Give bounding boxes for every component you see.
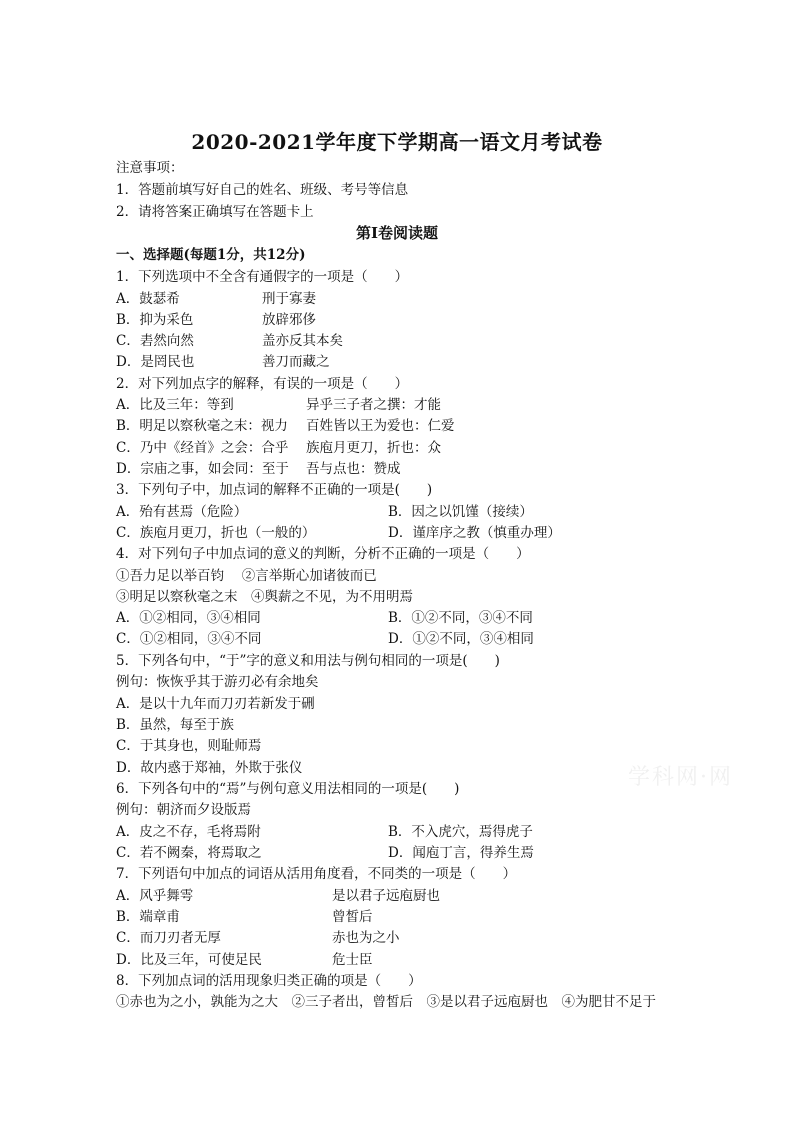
q6-stem: 6．下列各句中的“焉”与例句意义用法相同的一项是( ) [116, 781, 460, 797]
q5-option-b: B．虽然，每至于族 [116, 717, 234, 733]
exam-title: 2020-2021学年度下学期高一语文月考试卷 [191, 130, 603, 154]
q2-option-d: D．宗庙之事，如会同：至于 吾与点也：赞成 [116, 461, 401, 477]
q6-options-row2: C．若不阙秦，将焉取之 D．闻庖丁言，得养生焉 [116, 845, 534, 861]
q2-option-b: B．明足以察秋毫之末：视力 百姓皆以王为爱也：仁爱 [116, 418, 455, 434]
q2-option-a: A．比及三年：等到 异乎三子者之撰：才能 [116, 397, 441, 413]
notice-label: 注意事项： [116, 160, 184, 176]
part-heading: 一、选择题(每题1分，共12分) [116, 247, 306, 263]
notice-item-2: 2．请将答案正确填写在答题卡上 [116, 204, 314, 220]
q4-options-row2: C．①②相同，③④不同 D．①②不同，③④相同 [116, 631, 534, 647]
q5-stem: 5．下列各句中，“于”字的意义和用法与例句相同的一项是( ) [116, 653, 500, 669]
q1-stem: 1．下列选项中不全含有通假字的一项是（ ） [116, 269, 409, 285]
q3-options-row1: A．殆有甚焉（危险） B．因之以饥馑（接续） [116, 504, 533, 520]
q5-option-a: A．是以十九年而刀刃若新发于硎 [116, 696, 315, 712]
q7-stem: 7．下列语句中加点的词语从活用角度看，不同类的一项是（ ） [116, 866, 517, 882]
q7-option-b: B．端章甫 曾皙后 [116, 909, 373, 925]
notice-item-1: 1．答题前填写好自己的姓名、班级、考号等信息 [116, 182, 409, 198]
q5-example: 例句：恢恢乎其于游刃必有余地矣 [116, 674, 319, 690]
q1-option-a: A．鼓瑟希 刑于寡妻 [116, 291, 316, 307]
q5-option-d: D．故内惑于郑袖，外欺于张仪 [116, 760, 303, 776]
q1-option-c: C．砉然向然 盖亦反其本矣 [116, 333, 343, 349]
q3-options-row2: C．族庖月更刀，折也（一般的） D．谨庠序之教（慎重办理） [116, 525, 561, 541]
q6-options-row1: A．皮之不存，毛将焉附 B．不入虎穴，焉得虎子 [116, 824, 533, 840]
section-title: 第Ⅰ卷阅读题 [355, 224, 439, 242]
q2-option-c: C．乃中《经首》之会：合乎 族庖月更刀，折也：众 [116, 440, 441, 456]
q4-options-row1: A．①②相同，③④相同 B．①②不同，③④不同 [116, 610, 533, 626]
q4-sentences-2: ③明足以察秋毫之末 ④舆薪之不见，为不用明焉 [116, 589, 413, 605]
watermark: 学科网·网 [628, 765, 733, 790]
q6-example: 例句：朝济而夕设版焉 [116, 802, 251, 818]
q1-option-b: B．抑为采色 放辟邪侈 [116, 312, 316, 328]
q8-items: ①赤也为之小，孰能为之大 ②三子者出，曾皙后 ③是以君子远庖厨也 ④为肥甘不足于 [116, 994, 656, 1010]
q2-stem: 2．对下列加点字的解释，有误的一项是（ ） [116, 376, 409, 392]
q7-option-a: A．风乎舞雩 是以君子远庖厨也 [116, 888, 440, 904]
q8-stem: 8．下列加点词的活用现象归类正确的项是（ ） [116, 973, 422, 989]
q1-option-d: D．是罔民也 善刀而藏之 [116, 354, 330, 370]
q3-stem: 3．下列句子中，加点词的解释不正确的一项是( ) [116, 482, 433, 498]
q7-option-c: C．而刀刃者无厚 赤也为之小 [116, 930, 400, 946]
q4-stem: 4．对下列句子中加点词的意义的判断，分析不正确的一项是（ ） [116, 546, 530, 562]
q5-option-c: C．于其身也，则耻师焉 [116, 738, 262, 754]
q7-option-d: D．比及三年，可使足民 危士臣 [116, 952, 373, 968]
q4-sentences-1: ①吾力足以举百钧 ②言举斯心加诸彼而已 [116, 568, 377, 584]
